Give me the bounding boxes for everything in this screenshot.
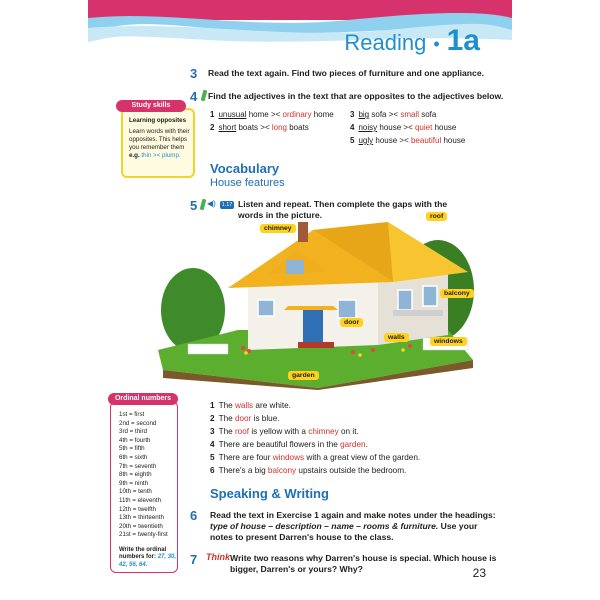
- answer-word: long: [271, 123, 287, 132]
- item-number: 4: [350, 123, 355, 132]
- sentence-start: The: [218, 427, 235, 436]
- answer-word: ordinary: [282, 110, 312, 119]
- exercise-6-task: Use your notes to present Darren's house to the class.: [210, 521, 478, 542]
- label-windows: windows: [430, 337, 467, 346]
- answer-word: roof: [234, 427, 250, 436]
- ordinal-item: 5th = fifth: [119, 445, 145, 453]
- answer-word: door: [234, 414, 252, 423]
- textbook-page: [88, 0, 512, 600]
- page-number: 23: [472, 566, 486, 580]
- think-icon: Think: [206, 552, 230, 562]
- ordinal-item: 7th = seventh: [119, 462, 157, 470]
- label-walls: walls: [384, 333, 409, 342]
- section-title: Reading: [344, 30, 427, 55]
- given-word: noisy: [358, 123, 378, 132]
- audio-icon: ◀): [207, 199, 216, 208]
- item-number: 3: [210, 427, 215, 436]
- given-noun: sofa: [371, 110, 387, 119]
- answer-word: balcony: [267, 466, 297, 475]
- study-skills-body: [129, 128, 191, 160]
- answer-noun: home: [313, 110, 334, 119]
- opposite-item: [350, 134, 465, 147]
- label-door: door: [340, 318, 363, 327]
- sentence-end: is blue.: [251, 414, 280, 423]
- given-word: unusual: [218, 110, 247, 119]
- ordinal-item: 13th = thirteenth: [119, 514, 164, 522]
- item-number: 5: [350, 136, 355, 145]
- ordinal-note: [119, 547, 177, 569]
- study-skills-eg: e.g.: [129, 152, 140, 159]
- vocabulary-title: Vocabulary: [210, 161, 280, 176]
- answer-noun: house: [443, 136, 466, 145]
- given-word: ugly: [358, 136, 374, 145]
- ordinal-note-text: Write the ordinal numbers for:: [119, 547, 167, 561]
- pencil-icon: [200, 199, 207, 211]
- sentence: [210, 399, 291, 412]
- exercise-6-number: 6: [190, 508, 198, 523]
- exercise-3-number: 3: [190, 66, 198, 81]
- given-noun: boats: [238, 123, 259, 132]
- answer-word: chimney: [308, 427, 339, 436]
- sentence-end: .: [365, 440, 368, 449]
- answer-word: garden: [340, 440, 366, 449]
- ordinal-item: 12th = twelfth: [119, 505, 156, 513]
- pencil-icon: [201, 90, 208, 102]
- ordinal-numbers-tab: Ordinal numbers: [108, 393, 178, 405]
- given-word: short: [218, 123, 237, 132]
- bullet: •: [433, 34, 440, 54]
- opposite-sign: ><: [270, 110, 283, 119]
- ordinal-item: 11th = eleventh: [119, 496, 162, 504]
- exercise-5-text: Listen and repeat. Then complete the gaps with the words in the picture.: [238, 199, 448, 220]
- answer-word: beautiful: [410, 136, 442, 145]
- given-noun: home: [248, 110, 269, 119]
- item-number: 1: [210, 110, 215, 119]
- answer-word: walls: [234, 401, 254, 410]
- study-skills-example: thin >< plump.: [141, 152, 181, 159]
- sentence: [210, 425, 359, 438]
- study-skills-heading: Learning opposites: [129, 117, 187, 124]
- given-noun: house: [379, 123, 402, 132]
- ordinal-numbers-box: [110, 401, 178, 573]
- exercise-6-intro: Read the text in Exercise 1 again and make notes under the headings:: [210, 510, 496, 520]
- opposite-sign: ><: [403, 123, 415, 132]
- ordinal-item: 3rd = third: [119, 428, 148, 436]
- ordinal-item: 20th = twentieth: [119, 522, 163, 530]
- exercise-4-text: Find the adjectives in the text that are opposites to the adjectives below.: [208, 91, 504, 101]
- answer-noun: boats: [289, 123, 309, 132]
- item-number: 2: [210, 414, 215, 423]
- ordinal-item: 1st = first: [119, 411, 145, 418]
- sentence-end: upstairs outside the bedroom.: [296, 466, 407, 475]
- sentence: [210, 451, 420, 464]
- item-number: 4: [210, 440, 215, 449]
- label-chimney: chimney: [260, 224, 296, 233]
- house-illustration: [148, 210, 478, 390]
- sentence-end: with a great view of the garden.: [304, 453, 421, 462]
- item-number: 2: [210, 123, 215, 132]
- sentence-start: There are beautiful flowers in the: [218, 440, 341, 449]
- page-header: [344, 24, 480, 58]
- ordinal-item: 2nd = second: [119, 419, 157, 427]
- given-noun: house: [375, 136, 398, 145]
- label-balcony: balcony: [440, 289, 474, 298]
- item-number: 3: [350, 110, 355, 119]
- ordinal-item: 10th = tenth: [119, 488, 152, 496]
- ordinal-item: 21st = twenty-first: [119, 531, 168, 539]
- label-roof: roof: [426, 212, 447, 221]
- label-garden: garden: [288, 371, 319, 380]
- sentence: [210, 464, 406, 477]
- opposite-item: [350, 108, 436, 121]
- ordinal-list: [119, 411, 168, 540]
- exercise-6-headings: type of house – description – name – rooms & furniture.: [210, 521, 439, 531]
- opposite-item: [210, 121, 309, 134]
- opposite-item: [350, 121, 456, 134]
- sentence-start: The: [218, 414, 235, 423]
- opposite-sign: ><: [399, 136, 411, 145]
- ordinal-item: 4th = fourth: [119, 436, 151, 444]
- item-number: 6: [210, 466, 215, 475]
- study-skills-text: Learn words with their opposites. This helps you remember them: [129, 128, 190, 151]
- ordinal-item: 8th = eighth: [119, 471, 152, 479]
- sentence: [210, 412, 280, 425]
- exercise-7-text: Write two reasons why Darren's house is special. Which house is bigger, Darren's or yours? Why?: [230, 553, 497, 574]
- study-skills-tab: Study skills: [116, 100, 186, 112]
- ordinal-item: 6th = sixth: [119, 453, 148, 461]
- ordinal-note-numbers: 27, 30, 42, 56, 64.: [119, 554, 177, 568]
- item-number: 1: [210, 401, 215, 410]
- answer-word: quiet: [414, 123, 433, 132]
- exercise-4-number: 4: [190, 89, 198, 104]
- item-number: 5: [210, 453, 215, 462]
- answer-word: small: [400, 110, 419, 119]
- opposite-sign: ><: [388, 110, 401, 119]
- exercise-7-number: 7: [190, 552, 198, 567]
- sentence-start: There are four: [218, 453, 273, 462]
- opposite-sign: ><: [260, 123, 272, 132]
- study-skills-box: [121, 108, 195, 178]
- vocabulary-subtitle: House features: [210, 177, 285, 189]
- sentence: [210, 438, 368, 451]
- exercise-6-text: [210, 510, 500, 543]
- sentence-start: The: [218, 401, 235, 410]
- exercise-3-text: Read the text again. Find two pieces of furniture and one appliance.: [208, 68, 484, 78]
- sentence-end: are white.: [253, 401, 291, 410]
- answer-word: windows: [272, 453, 305, 462]
- exercise-5-number: 5: [190, 198, 198, 213]
- sentence-start: There's a big: [218, 466, 268, 475]
- speaking-writing-title: Speaking & Writing: [210, 486, 329, 501]
- opposite-item: [210, 108, 334, 121]
- given-word: big: [358, 110, 370, 119]
- unit-label: 1a: [446, 24, 480, 57]
- track-number: 1.17: [221, 202, 233, 208]
- sentence-end: on it.: [338, 427, 359, 436]
- answer-noun: sofa: [421, 110, 437, 119]
- sentence-middle: is yellow with a: [249, 427, 309, 436]
- ordinal-item: 9th = ninth: [119, 479, 149, 487]
- answer-noun: house: [434, 123, 457, 132]
